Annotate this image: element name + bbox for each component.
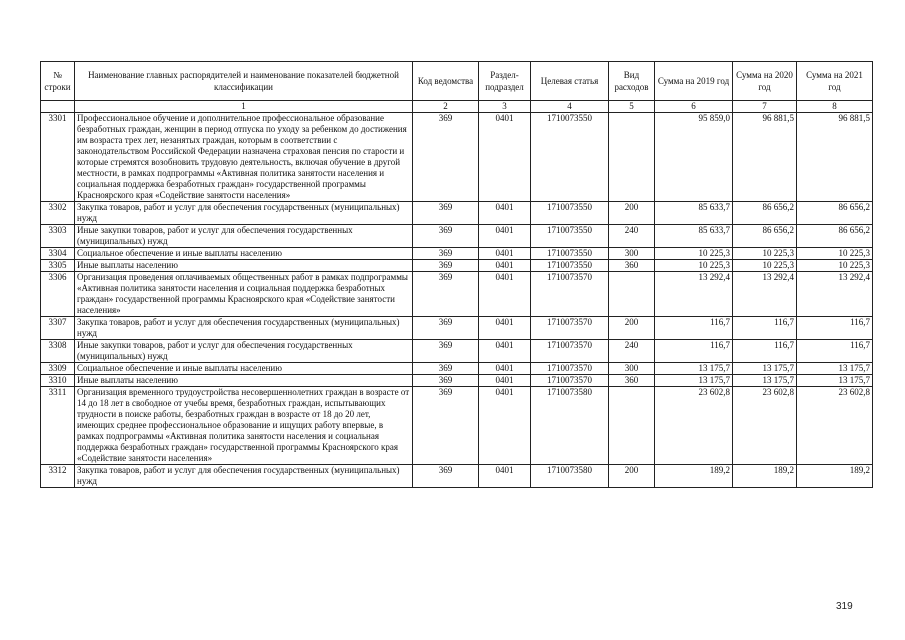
row-expense-type: 200: [609, 317, 655, 340]
row-target-article: 1710073580: [531, 387, 609, 465]
row-section: 0401: [479, 272, 531, 317]
row-sum-2019: 10 225,3: [655, 260, 733, 272]
table-row: [41, 363, 873, 375]
row-sum-2021: 96 881,5: [797, 113, 873, 202]
row-sum-2020: 116,7: [733, 317, 797, 340]
row-number: 3306: [41, 272, 75, 317]
column-numbers-row: [41, 101, 873, 113]
row-sum-2021: 13 292,4: [797, 272, 873, 317]
row-sum-2019: 13 175,7: [655, 375, 733, 387]
header-row: [41, 62, 873, 101]
row-dept-code: 369: [413, 225, 479, 248]
row-target-article: 1710073570: [531, 272, 609, 317]
column-number: 2: [413, 101, 479, 113]
row-expense-type: 240: [609, 225, 655, 248]
table-row: [41, 260, 873, 272]
row-sum-2020: 13 292,4: [733, 272, 797, 317]
row-sum-2019: 95 859,0: [655, 113, 733, 202]
row-number: 3308: [41, 340, 75, 363]
row-name: Иные выплаты населению: [75, 375, 413, 387]
column-number: 7: [733, 101, 797, 113]
row-sum-2019: 13 175,7: [655, 363, 733, 375]
row-number: 3311: [41, 387, 75, 465]
row-number: 3304: [41, 248, 75, 260]
row-target-article: 1710073550: [531, 113, 609, 202]
column-number: 5: [609, 101, 655, 113]
row-target-article: 1710073550: [531, 225, 609, 248]
row-section: 0401: [479, 317, 531, 340]
row-sum-2019: 85 633,7: [655, 202, 733, 225]
row-section: 0401: [479, 248, 531, 260]
row-target-article: 1710073550: [531, 202, 609, 225]
row-dept-code: 369: [413, 465, 479, 488]
row-dept-code: 369: [413, 317, 479, 340]
row-name: Социальное обеспечение и иные выплаты населению: [75, 248, 413, 260]
row-expense-type: 300: [609, 363, 655, 375]
row-expense-type: [609, 387, 655, 465]
row-section: 0401: [479, 225, 531, 248]
table-row: [41, 465, 873, 488]
row-expense-type: 200: [609, 465, 655, 488]
row-dept-code: 369: [413, 375, 479, 387]
row-expense-type: [609, 272, 655, 317]
row-number: 3310: [41, 375, 75, 387]
row-target-article: 1710073570: [531, 375, 609, 387]
row-number: 3305: [41, 260, 75, 272]
header-target-article: Целевая статья: [531, 62, 609, 101]
column-number: 6: [655, 101, 733, 113]
row-sum-2021: 116,7: [797, 340, 873, 363]
row-number: 3307: [41, 317, 75, 340]
table-row: [41, 375, 873, 387]
row-sum-2020: 13 175,7: [733, 375, 797, 387]
row-section: 0401: [479, 202, 531, 225]
row-name: Закупка товаров, работ и услуг для обеспечения государственных (муниципальных) нужд: [75, 202, 413, 225]
row-sum-2019: 10 225,3: [655, 248, 733, 260]
row-sum-2020: 10 225,3: [733, 260, 797, 272]
row-section: 0401: [479, 363, 531, 375]
header-section: Раздел-подраздел: [479, 62, 531, 101]
row-name: Организация временного трудоустройства несовершеннолетних граждан в возрасте от 14 до 18 лет в свободное от учебы время, безработных граждан, испытывающих трудности в поиске работы, безработных граждан в возрасте от 18 до 20 лет, имеющих среднее профессиональное образование и ищущих работу впервые, в рамках подпрограммы «Активная политика занятости населения и социальная поддержка безработных граждан» государственной программы Красноярского края «Содействие занятости населения»: [75, 387, 413, 465]
row-sum-2021: 13 175,7: [797, 375, 873, 387]
row-number: 3301: [41, 113, 75, 202]
table-row: [41, 113, 873, 202]
row-sum-2020: 86 656,2: [733, 225, 797, 248]
column-number: [41, 101, 75, 113]
table-row: [41, 387, 873, 465]
row-dept-code: 369: [413, 340, 479, 363]
row-sum-2021: 23 602,8: [797, 387, 873, 465]
table-row: [41, 225, 873, 248]
row-name: Социальное обеспечение и иные выплаты населению: [75, 363, 413, 375]
row-sum-2021: 116,7: [797, 317, 873, 340]
row-expense-type: 300: [609, 248, 655, 260]
row-dept-code: 369: [413, 272, 479, 317]
row-name: Иные закупки товаров, работ и услуг для обеспечения государственных (муниципальных) нужд: [75, 225, 413, 248]
row-sum-2021: 13 175,7: [797, 363, 873, 375]
row-target-article: 1710073580: [531, 465, 609, 488]
row-section: 0401: [479, 113, 531, 202]
row-sum-2020: 116,7: [733, 340, 797, 363]
header-expense-type: Вид расходов: [609, 62, 655, 101]
row-name: Организация проведения оплачиваемых общественных работ в рамках подпрограммы «Активная политика занятости населения и социальная поддержка безработных граждан» государственной программы Красноярского края «Содействие занятости населения»: [75, 272, 413, 317]
row-sum-2021: 10 225,3: [797, 260, 873, 272]
row-sum-2019: 116,7: [655, 317, 733, 340]
row-sum-2021: 86 656,2: [797, 202, 873, 225]
row-sum-2021: 189,2: [797, 465, 873, 488]
table-row: [41, 317, 873, 340]
row-dept-code: 369: [413, 387, 479, 465]
row-sum-2019: 85 633,7: [655, 225, 733, 248]
row-target-article: 1710073570: [531, 317, 609, 340]
row-name: Профессиональное обучение и дополнительное профессиональное образование безработных граждан, женщин в период отпуска по уходу за ребенком до достижения им возраста трех лет, незанятых граждан, которым в соответствии с законодательством Российской Федерации назначена страховая пенсия по старости и которые стремятся возобновить трудовую деятельность, включая обучение в другой местности, в рамках подпрограммы «Активная политика занятости населения и социальная поддержка безработных граждан» государственной программы Красноярского края «Содействие занятости населения»: [75, 113, 413, 202]
row-expense-type: [609, 113, 655, 202]
row-expense-type: 360: [609, 375, 655, 387]
row-dept-code: 369: [413, 363, 479, 375]
header-dept-code: Код ведомства: [413, 62, 479, 101]
column-number: 1: [75, 101, 413, 113]
table-row: [41, 272, 873, 317]
page-number: 319: [836, 601, 853, 612]
column-number: 3: [479, 101, 531, 113]
row-target-article: 1710073550: [531, 260, 609, 272]
row-expense-type: 360: [609, 260, 655, 272]
row-number: 3309: [41, 363, 75, 375]
row-expense-type: 240: [609, 340, 655, 363]
row-number: 3312: [41, 465, 75, 488]
row-sum-2020: 13 175,7: [733, 363, 797, 375]
row-sum-2019: 116,7: [655, 340, 733, 363]
header-sum-2020: Сумма на 2020 год: [733, 62, 797, 101]
header-sum-2019: Сумма на 2019 год: [655, 62, 733, 101]
row-section: 0401: [479, 387, 531, 465]
row-name: Закупка товаров, работ и услуг для обеспечения государственных (муниципальных) нужд: [75, 317, 413, 340]
row-dept-code: 369: [413, 248, 479, 260]
header-sum-2021: Сумма на 2021 год: [797, 62, 873, 101]
row-sum-2019: 23 602,8: [655, 387, 733, 465]
row-expense-type: 200: [609, 202, 655, 225]
row-sum-2019: 13 292,4: [655, 272, 733, 317]
row-name: Иные выплаты населению: [75, 260, 413, 272]
row-dept-code: 369: [413, 202, 479, 225]
row-name: Иные закупки товаров, работ и услуг для обеспечения государственных (муниципальных) нужд: [75, 340, 413, 363]
row-section: 0401: [479, 340, 531, 363]
header-row-no: № строки: [41, 62, 75, 101]
row-section: 0401: [479, 375, 531, 387]
row-target-article: 1710073570: [531, 340, 609, 363]
row-sum-2020: 10 225,3: [733, 248, 797, 260]
table-row: [41, 202, 873, 225]
row-section: 0401: [479, 465, 531, 488]
row-sum-2020: 86 656,2: [733, 202, 797, 225]
row-sum-2020: 23 602,8: [733, 387, 797, 465]
row-sum-2020: 189,2: [733, 465, 797, 488]
column-number: 4: [531, 101, 609, 113]
row-sum-2020: 96 881,5: [733, 113, 797, 202]
header-name: Наименование главных распорядителей и наименование показателей бюджетной классификации: [75, 62, 413, 101]
row-dept-code: 369: [413, 113, 479, 202]
column-number: 8: [797, 101, 873, 113]
row-number: 3303: [41, 225, 75, 248]
row-sum-2019: 189,2: [655, 465, 733, 488]
row-section: 0401: [479, 260, 531, 272]
table-row: [41, 340, 873, 363]
row-dept-code: 369: [413, 260, 479, 272]
table-row: [41, 248, 873, 260]
budget-table: [40, 61, 873, 488]
row-target-article: 1710073570: [531, 363, 609, 375]
row-sum-2021: 10 225,3: [797, 248, 873, 260]
row-name: Закупка товаров, работ и услуг для обеспечения государственных (муниципальных) нужд: [75, 465, 413, 488]
row-target-article: 1710073550: [531, 248, 609, 260]
row-sum-2021: 86 656,2: [797, 225, 873, 248]
row-number: 3302: [41, 202, 75, 225]
